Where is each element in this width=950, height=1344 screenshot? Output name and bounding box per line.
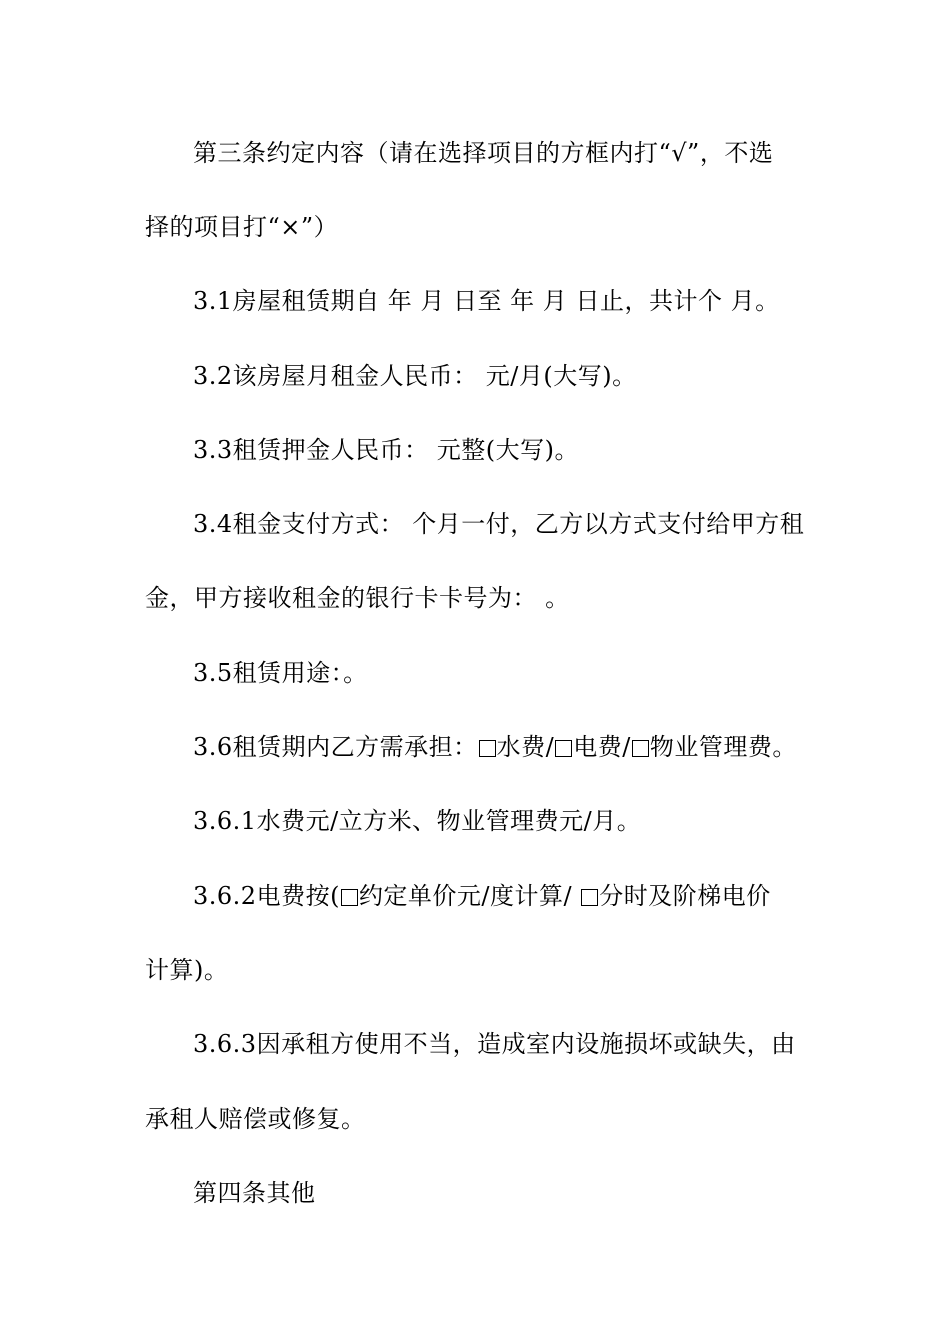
clause-3-6 — [145, 731, 858, 763]
clause-3-6-2-line1 — [145, 880, 858, 912]
property-fee-label: 物业管理费。 — [649, 733, 797, 761]
property-fee-checkbox[interactable] — [632, 740, 649, 757]
fixed-price-label: 约定单价元/度计算/ — [358, 882, 581, 910]
article-3-heading-line1: 第三条约定内容（请在选择项目的方框内打“√”，不选 — [193, 139, 774, 167]
article-3-heading-line2: 择的项目打“×”） — [145, 213, 339, 241]
tiered-price-label: 分时及阶梯电价 — [599, 882, 771, 910]
clause-3-4-line2: 金，甲方接收租金的银行卡卡号为： 。 — [145, 584, 570, 612]
clause-3-6-3-line2: 承租人赔偿或修复。 — [145, 1105, 366, 1133]
water-fee-checkbox[interactable] — [479, 740, 496, 757]
clause-3-6-1: 3.6.1水费元/立方米、物业管理费元/月。 — [193, 807, 642, 835]
electricity-fee-label: 电费/ — [573, 733, 631, 761]
clause-3-6-2-line2: 计算)。 — [145, 956, 229, 984]
clause-3-4-line1: 3.4租金支付方式： 个月一付，乙方以方式支付给甲方租 — [193, 510, 805, 538]
clause-3-6-2-prefix: 3.6.2电费按( — [193, 882, 340, 910]
clause-3-6-3-line1: 3.6.3因承租方使用不当，造成室内设施损坏或缺失，由 — [193, 1030, 796, 1058]
fixed-price-checkbox[interactable] — [341, 889, 358, 906]
clause-3-5: 3.5租赁用途：。 — [193, 659, 368, 687]
clause-3-6-prefix: 3.6租赁期内乙方需承担： — [193, 733, 478, 761]
clause-3-1: 3.1房屋租赁期自 年 月 日至 年 月 日止，共计个 月。 — [193, 287, 780, 315]
water-fee-label: 水费/ — [496, 733, 555, 761]
clause-3-2: 3.2该房屋月租金人民币： 元/月(大写)。 — [193, 362, 637, 390]
clause-3-3: 3.3租赁押金人民币： 元整(大写)。 — [193, 436, 580, 464]
electricity-fee-checkbox[interactable] — [555, 740, 572, 757]
article-4-heading: 第四条其他 — [193, 1179, 316, 1207]
tiered-price-checkbox[interactable] — [581, 889, 598, 906]
